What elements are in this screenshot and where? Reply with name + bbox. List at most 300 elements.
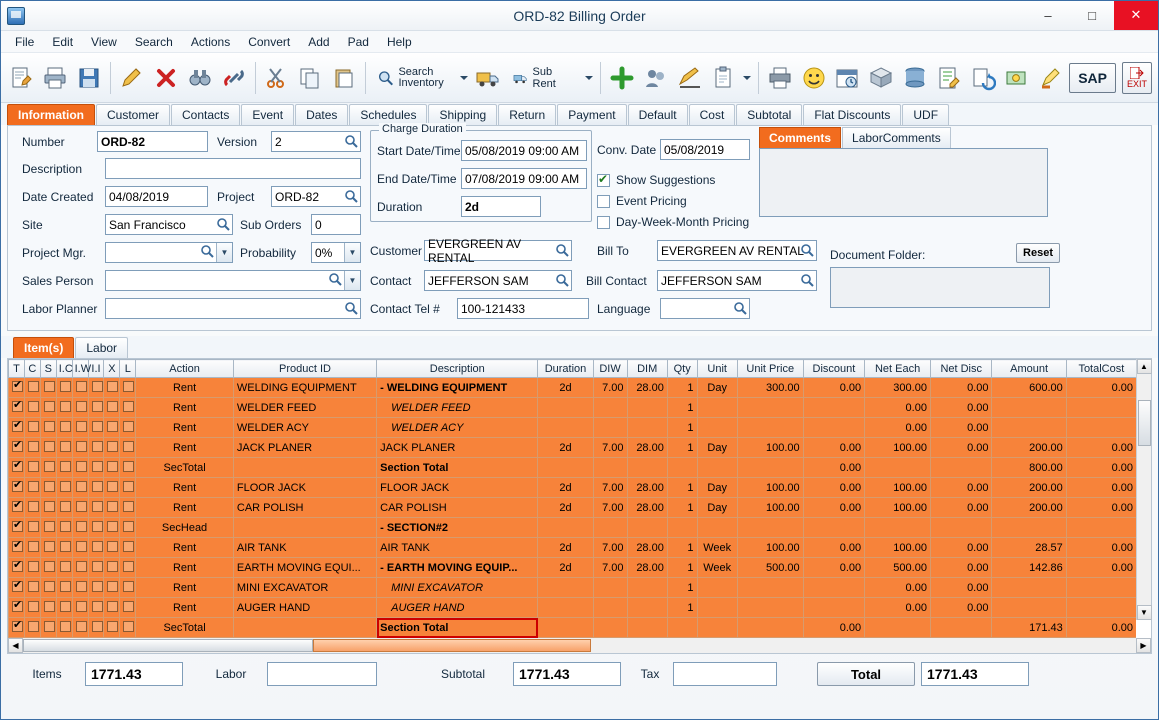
cell-unit-price[interactable]: [737, 418, 803, 438]
scroll-left-arrow-icon[interactable]: ◀: [8, 638, 23, 653]
cell-discount[interactable]: [803, 578, 865, 598]
cell-amount[interactable]: [992, 418, 1066, 438]
col-qty[interactable]: Qty: [667, 360, 697, 378]
tab-schedules[interactable]: Schedules: [349, 104, 427, 125]
row-checkbox-cell[interactable]: [24, 578, 40, 598]
cell-amount[interactable]: [992, 398, 1066, 418]
row-checkbox-cell[interactable]: [40, 518, 56, 538]
cell-unit[interactable]: [697, 518, 737, 538]
checkbox-icon[interactable]: [107, 581, 118, 592]
row-checkbox-cell[interactable]: [120, 418, 136, 438]
checkbox-icon[interactable]: [28, 401, 39, 412]
cell-qty[interactable]: 1: [667, 558, 697, 578]
minimize-button[interactable]: –: [1044, 7, 1052, 23]
row-checkbox-cell[interactable]: [9, 458, 25, 478]
cell-dim[interactable]: 28.00: [627, 538, 667, 558]
row-checkbox-cell[interactable]: [104, 538, 120, 558]
checkbox-icon[interactable]: [76, 541, 87, 552]
row-checkbox-cell[interactable]: [24, 558, 40, 578]
cell-diw[interactable]: [593, 418, 627, 438]
checkbox-icon[interactable]: [28, 481, 39, 492]
cell-total-cost[interactable]: 0.00: [1066, 378, 1136, 398]
cell-dim[interactable]: 28.00: [627, 438, 667, 458]
cell-dim[interactable]: 28.00: [627, 558, 667, 578]
row-checkbox-cell[interactable]: [104, 378, 120, 398]
cell-unit-price[interactable]: [737, 398, 803, 418]
col-x[interactable]: X: [104, 360, 120, 378]
cell-action[interactable]: SecTotal: [136, 458, 234, 478]
checkbox-icon[interactable]: [107, 601, 118, 612]
cell-net-disc[interactable]: 0.00: [930, 538, 992, 558]
row-checkbox-cell[interactable]: [88, 438, 104, 458]
probability-field[interactable]: [311, 242, 361, 263]
refresh-link-icon[interactable]: [967, 58, 999, 98]
binoculars-icon[interactable]: [184, 58, 216, 98]
col-unit[interactable]: Unit: [697, 360, 737, 378]
cell-description[interactable]: - SECTION#2: [377, 518, 538, 538]
start-datetime-field[interactable]: 05/08/2019 09:00 AM: [461, 140, 587, 161]
menu-pad[interactable]: Pad: [347, 34, 369, 49]
row-checkbox-cell[interactable]: [120, 518, 136, 538]
col-diw[interactable]: DIW: [593, 360, 627, 378]
tab-flat-discounts[interactable]: Flat Discounts: [803, 104, 901, 125]
row-checkbox-cell[interactable]: [120, 498, 136, 518]
menu-help[interactable]: Help: [386, 34, 412, 49]
checkbox-icon[interactable]: [92, 401, 103, 412]
cell-amount[interactable]: 200.00: [992, 478, 1066, 498]
cell-unit[interactable]: Day: [697, 438, 737, 458]
cell-amount[interactable]: [992, 518, 1066, 538]
checkbox-icon[interactable]: [76, 421, 87, 432]
cell-net-disc[interactable]: [930, 518, 992, 538]
cell-product-id[interactable]: WELDER ACY: [233, 418, 376, 438]
smiley-icon[interactable]: [798, 58, 830, 98]
checkbox-icon[interactable]: [123, 381, 134, 392]
maximize-button[interactable]: □: [1088, 7, 1096, 23]
tab-cost[interactable]: Cost: [689, 104, 736, 125]
col-discount[interactable]: Discount: [803, 360, 865, 378]
row-checkbox-cell[interactable]: [56, 458, 72, 478]
checkbox-icon[interactable]: [76, 581, 87, 592]
labor-total-field[interactable]: [267, 662, 377, 686]
cell-diw[interactable]: 7.00: [593, 558, 627, 578]
cell-qty[interactable]: 1: [667, 598, 697, 618]
cell-description[interactable]: AIR TANK: [377, 538, 538, 558]
row-checkbox-cell[interactable]: [40, 398, 56, 418]
row-checkbox-cell[interactable]: [9, 398, 25, 418]
checkbox-icon[interactable]: [28, 501, 39, 512]
checkbox-checked-icon[interactable]: [12, 461, 23, 472]
checkbox-icon[interactable]: [28, 601, 39, 612]
cell-unit-price[interactable]: [737, 518, 803, 538]
row-checkbox-cell[interactable]: [72, 598, 88, 618]
row-checkbox-cell[interactable]: [88, 538, 104, 558]
col-description[interactable]: Description: [377, 360, 538, 378]
add-plus-icon[interactable]: [606, 58, 638, 98]
checkbox-icon[interactable]: [44, 381, 55, 392]
row-checkbox-cell[interactable]: [104, 498, 120, 518]
row-checkbox-cell[interactable]: [9, 598, 25, 618]
cell-duration[interactable]: [538, 598, 593, 618]
checkbox-icon[interactable]: [123, 401, 134, 412]
truck-icon[interactable]: [472, 58, 504, 98]
version-field[interactable]: [271, 131, 361, 152]
sub-rent-button[interactable]: [506, 58, 582, 98]
subtotal-field[interactable]: 1771.43: [513, 662, 621, 686]
row-checkbox-cell[interactable]: [88, 558, 104, 578]
row-checkbox-cell[interactable]: [88, 498, 104, 518]
cell-discount[interactable]: [803, 518, 865, 538]
checkbox-icon[interactable]: [123, 621, 134, 632]
cell-description[interactable]: Section Total: [377, 618, 538, 638]
hscroll-thumb-left[interactable]: [23, 639, 313, 652]
col-net-disc[interactable]: Net Disc: [930, 360, 992, 378]
total-button[interactable]: Total: [817, 662, 915, 686]
col-duration[interactable]: Duration: [538, 360, 593, 378]
row-checkbox-cell[interactable]: [88, 478, 104, 498]
checkbox-icon[interactable]: [123, 561, 134, 572]
checkbox-icon[interactable]: [76, 601, 87, 612]
row-checkbox-cell[interactable]: [40, 438, 56, 458]
checkbox-icon[interactable]: [76, 621, 87, 632]
checkbox-icon[interactable]: [123, 501, 134, 512]
grid-vertical-scrollbar[interactable]: [1136, 359, 1151, 620]
row-checkbox-cell[interactable]: [56, 558, 72, 578]
cell-qty[interactable]: 1: [667, 578, 697, 598]
cell-action[interactable]: Rent: [136, 478, 234, 498]
cell-unit-price[interactable]: [737, 578, 803, 598]
cell-product-id[interactable]: AIR TANK: [233, 538, 376, 558]
col-product-id[interactable]: Product ID: [233, 360, 376, 378]
signature-icon[interactable]: [674, 58, 706, 98]
cell-discount[interactable]: [803, 398, 865, 418]
checkbox-icon[interactable]: [92, 541, 103, 552]
checkbox-icon[interactable]: [76, 501, 87, 512]
checkbox-icon[interactable]: [60, 401, 71, 412]
cell-total-cost[interactable]: [1066, 418, 1136, 438]
col-unit-price[interactable]: Unit Price: [737, 360, 803, 378]
copy-icon[interactable]: [294, 58, 326, 98]
checkbox-icon[interactable]: [44, 481, 55, 492]
checkbox-icon[interactable]: [76, 441, 87, 452]
row-checkbox-cell[interactable]: [24, 378, 40, 398]
cell-net-each[interactable]: 100.00: [865, 438, 931, 458]
checkbox-icon[interactable]: [28, 441, 39, 452]
checkbox-checked-icon[interactable]: [12, 501, 23, 512]
cell-product-id[interactable]: [233, 458, 376, 478]
contact-field[interactable]: [424, 270, 572, 291]
checkbox-checked-icon[interactable]: [12, 401, 23, 412]
calendar-clock-icon[interactable]: [832, 58, 864, 98]
cell-description[interactable]: Section Total: [377, 458, 538, 478]
row-checkbox-cell[interactable]: [88, 418, 104, 438]
cell-duration[interactable]: [538, 418, 593, 438]
cell-qty[interactable]: 1: [667, 478, 697, 498]
cell-diw[interactable]: 7.00: [593, 438, 627, 458]
new-document-icon[interactable]: [5, 58, 37, 98]
row-checkbox-cell[interactable]: [24, 458, 40, 478]
cell-amount[interactable]: 142.86: [992, 558, 1066, 578]
row-checkbox-cell[interactable]: [88, 598, 104, 618]
row-checkbox-cell[interactable]: [9, 538, 25, 558]
table-row[interactable]: [9, 538, 1137, 558]
contact-search-icon[interactable]: [555, 273, 569, 290]
cell-net-disc[interactable]: 0.00: [930, 598, 992, 618]
cell-dim[interactable]: 28.00: [627, 498, 667, 518]
row-checkbox-cell[interactable]: [56, 438, 72, 458]
cell-product-id[interactable]: CAR POLISH: [233, 498, 376, 518]
cell-amount[interactable]: 800.00: [992, 458, 1066, 478]
row-checkbox-cell[interactable]: [104, 598, 120, 618]
cell-dim[interactable]: 28.00: [627, 478, 667, 498]
checkbox-icon[interactable]: [44, 581, 55, 592]
checkbox-icon[interactable]: [60, 461, 71, 472]
cell-duration[interactable]: 2d: [538, 498, 593, 518]
checkbox-icon[interactable]: [92, 441, 103, 452]
row-checkbox-cell[interactable]: [72, 498, 88, 518]
row-checkbox-cell[interactable]: [104, 518, 120, 538]
row-checkbox-cell[interactable]: [40, 558, 56, 578]
cell-amount[interactable]: [992, 578, 1066, 598]
row-checkbox-cell[interactable]: [56, 598, 72, 618]
tab-comments[interactable]: Comments: [759, 127, 841, 148]
checkbox-icon[interactable]: [44, 401, 55, 412]
tab-items[interactable]: Item(s): [13, 337, 74, 358]
cell-product-id[interactable]: WELDER FEED: [233, 398, 376, 418]
cell-net-disc[interactable]: 0.00: [930, 578, 992, 598]
tab-contacts[interactable]: Contacts: [171, 104, 240, 125]
checkbox-checked-icon[interactable]: [12, 541, 23, 552]
checkbox-icon[interactable]: [123, 541, 134, 552]
cell-diw[interactable]: 7.00: [593, 498, 627, 518]
table-row[interactable]: [9, 498, 1137, 518]
sap-button[interactable]: SAP: [1069, 63, 1116, 93]
row-checkbox-cell[interactable]: [56, 538, 72, 558]
menu-file[interactable]: File: [15, 34, 35, 49]
cell-discount[interactable]: 0.00: [803, 538, 865, 558]
table-row[interactable]: [9, 378, 1137, 398]
checkbox-icon[interactable]: [107, 381, 118, 392]
cell-net-each[interactable]: 0.00: [865, 598, 931, 618]
col-net-each[interactable]: Net Each: [865, 360, 931, 378]
document-folder-box[interactable]: [830, 267, 1050, 308]
probability-chevron-down-icon[interactable]: ▼: [344, 243, 360, 262]
conv-date-field[interactable]: 05/08/2019: [660, 139, 750, 160]
checkbox-icon[interactable]: [60, 561, 71, 572]
cell-product-id[interactable]: EARTH MOVING EQUI...: [233, 558, 376, 578]
row-checkbox-cell[interactable]: [120, 558, 136, 578]
cell-net-disc[interactable]: 0.00: [930, 478, 992, 498]
cell-dim[interactable]: [627, 418, 667, 438]
cell-dim[interactable]: [627, 598, 667, 618]
cell-qty[interactable]: [667, 618, 697, 638]
checkbox-checked-icon[interactable]: [12, 521, 23, 532]
cell-net-each[interactable]: [865, 518, 931, 538]
labor-planner-field[interactable]: [105, 298, 361, 319]
cell-net-each[interactable]: 0.00: [865, 418, 931, 438]
table-row[interactable]: [9, 418, 1137, 438]
sales-person-chevron-down-icon[interactable]: ▼: [344, 271, 360, 290]
hscroll-thumb-right[interactable]: [313, 639, 591, 652]
checkbox-icon[interactable]: [76, 461, 87, 472]
row-checkbox-cell[interactable]: [104, 418, 120, 438]
checkbox-icon[interactable]: [44, 521, 55, 532]
row-checkbox-cell[interactable]: [56, 518, 72, 538]
money-icon[interactable]: [1001, 58, 1033, 98]
cell-net-each[interactable]: [865, 618, 931, 638]
checkbox-icon[interactable]: [123, 521, 134, 532]
date-created-field[interactable]: 04/08/2019: [105, 186, 208, 207]
checkbox-icon[interactable]: [28, 521, 39, 532]
checkbox-icon[interactable]: [44, 441, 55, 452]
cell-net-each[interactable]: 100.00: [865, 498, 931, 518]
checkbox-icon[interactable]: [60, 481, 71, 492]
sub-rent-dropdown-arrow-icon[interactable]: [583, 58, 594, 98]
cell-unit[interactable]: [697, 598, 737, 618]
row-checkbox-cell[interactable]: [72, 578, 88, 598]
table-row[interactable]: [9, 618, 1137, 638]
cell-total-cost[interactable]: 0.00: [1066, 438, 1136, 458]
row-checkbox-cell[interactable]: [72, 418, 88, 438]
checkbox-icon[interactable]: [60, 501, 71, 512]
checkbox-icon[interactable]: [28, 381, 39, 392]
row-checkbox-cell[interactable]: [40, 578, 56, 598]
row-checkbox-cell[interactable]: [9, 478, 25, 498]
row-checkbox-cell[interactable]: [56, 398, 72, 418]
cell-amount[interactable]: 200.00: [992, 498, 1066, 518]
cell-total-cost[interactable]: 0.00: [1066, 538, 1136, 558]
row-checkbox-cell[interactable]: [24, 478, 40, 498]
col-c[interactable]: C: [24, 360, 40, 378]
cell-dim[interactable]: [627, 578, 667, 598]
tax-field[interactable]: [673, 662, 777, 686]
checkbox-icon[interactable]: [92, 621, 103, 632]
checkbox-checked-icon[interactable]: [12, 581, 23, 592]
items-total-field[interactable]: 1771.43: [85, 662, 183, 686]
row-checkbox-cell[interactable]: [40, 598, 56, 618]
checkbox-icon[interactable]: [44, 421, 55, 432]
cell-net-each[interactable]: 100.00: [865, 538, 931, 558]
cell-diw[interactable]: [593, 618, 627, 638]
exit-button[interactable]: [1122, 62, 1152, 94]
cell-product-id[interactable]: WELDING EQUIPMENT: [233, 378, 376, 398]
cell-action[interactable]: Rent: [136, 598, 234, 618]
checkbox-icon[interactable]: [92, 381, 103, 392]
row-checkbox-cell[interactable]: [9, 418, 25, 438]
row-checkbox-cell[interactable]: [120, 538, 136, 558]
row-checkbox-cell[interactable]: [104, 438, 120, 458]
cell-unit[interactable]: [697, 418, 737, 438]
project-field[interactable]: [271, 186, 361, 207]
cell-discount[interactable]: 0.00: [803, 458, 865, 478]
checkbox-icon[interactable]: [44, 541, 55, 552]
checkbox-icon[interactable]: [44, 501, 55, 512]
cell-diw[interactable]: [593, 398, 627, 418]
checkbox-icon[interactable]: [123, 441, 134, 452]
row-checkbox-cell[interactable]: [24, 538, 40, 558]
cell-diw[interactable]: 7.00: [593, 478, 627, 498]
cell-qty[interactable]: 1: [667, 418, 697, 438]
cell-product-id[interactable]: FLOOR JACK: [233, 478, 376, 498]
project-mgr-chevron-down-icon[interactable]: ▼: [216, 243, 232, 262]
site-field[interactable]: [105, 214, 233, 235]
cell-total-cost[interactable]: [1066, 598, 1136, 618]
col-ii[interactable]: I.I: [88, 360, 104, 378]
cell-description[interactable]: MINI EXCAVATOR: [377, 578, 538, 598]
cell-description[interactable]: - EARTH MOVING EQUIP...: [377, 558, 538, 578]
cell-net-disc[interactable]: 0.00: [930, 418, 992, 438]
cell-duration[interactable]: [538, 618, 593, 638]
checkbox-icon[interactable]: [107, 481, 118, 492]
col-action[interactable]: Action: [136, 360, 234, 378]
cell-unit-price[interactable]: [737, 598, 803, 618]
checkbox-checked-icon[interactable]: [12, 381, 23, 392]
checkbox-icon[interactable]: [76, 401, 87, 412]
row-checkbox-cell[interactable]: [24, 518, 40, 538]
checkbox-icon[interactable]: [107, 541, 118, 552]
row-checkbox-cell[interactable]: [9, 378, 25, 398]
cell-action[interactable]: Rent: [136, 378, 234, 398]
row-checkbox-cell[interactable]: [88, 578, 104, 598]
row-checkbox-cell[interactable]: [72, 518, 88, 538]
row-checkbox-cell[interactable]: [40, 478, 56, 498]
col-t[interactable]: T: [9, 360, 25, 378]
scroll-up-arrow-icon[interactable]: ▲: [1137, 359, 1152, 374]
paste-icon[interactable]: [328, 58, 360, 98]
cell-total-cost[interactable]: 0.00: [1066, 498, 1136, 518]
row-checkbox-cell[interactable]: [104, 558, 120, 578]
cell-discount[interactable]: 0.00: [803, 498, 865, 518]
col-l[interactable]: L: [120, 360, 136, 378]
cell-action[interactable]: Rent: [136, 398, 234, 418]
package-icon[interactable]: [865, 58, 897, 98]
cell-amount[interactable]: [992, 598, 1066, 618]
table-row[interactable]: [9, 558, 1137, 578]
search-inventory-button[interactable]: [371, 58, 456, 98]
checkbox-icon[interactable]: [123, 461, 134, 472]
cell-description[interactable]: FLOOR JACK: [377, 478, 538, 498]
checkbox-icon[interactable]: [76, 381, 87, 392]
checkbox-icon[interactable]: [44, 561, 55, 572]
cell-unit-price[interactable]: 100.00: [737, 538, 803, 558]
sales-person-search-icon[interactable]: [328, 272, 342, 289]
cell-duration[interactable]: 2d: [538, 478, 593, 498]
checkbox-checked-icon[interactable]: [12, 481, 23, 492]
cell-unit-price[interactable]: 100.00: [737, 478, 803, 498]
col-ic[interactable]: I.C: [56, 360, 72, 378]
cell-qty[interactable]: 1: [667, 398, 697, 418]
cell-unit[interactable]: [697, 618, 737, 638]
row-checkbox-cell[interactable]: [120, 458, 136, 478]
checkbox-icon[interactable]: [28, 421, 39, 432]
checkbox-icon[interactable]: [92, 581, 103, 592]
tab-labor-comments[interactable]: LaborComments: [842, 127, 951, 148]
row-checkbox-cell[interactable]: [104, 618, 120, 638]
cell-duration[interactable]: [538, 518, 593, 538]
row-checkbox-cell[interactable]: [72, 538, 88, 558]
cell-amount[interactable]: 28.57: [992, 538, 1066, 558]
cell-action[interactable]: Rent: [136, 438, 234, 458]
row-checkbox-cell[interactable]: [104, 398, 120, 418]
checkbox-icon[interactable]: [123, 581, 134, 592]
cell-discount[interactable]: 0.00: [803, 618, 865, 638]
sales-person-field[interactable]: [105, 270, 361, 291]
row-checkbox-cell[interactable]: [40, 418, 56, 438]
row-checkbox-cell[interactable]: [56, 618, 72, 638]
cell-total-cost[interactable]: 0.00: [1066, 618, 1136, 638]
col-total-cost[interactable]: TotalCost: [1066, 360, 1136, 378]
cell-qty[interactable]: 1: [667, 438, 697, 458]
